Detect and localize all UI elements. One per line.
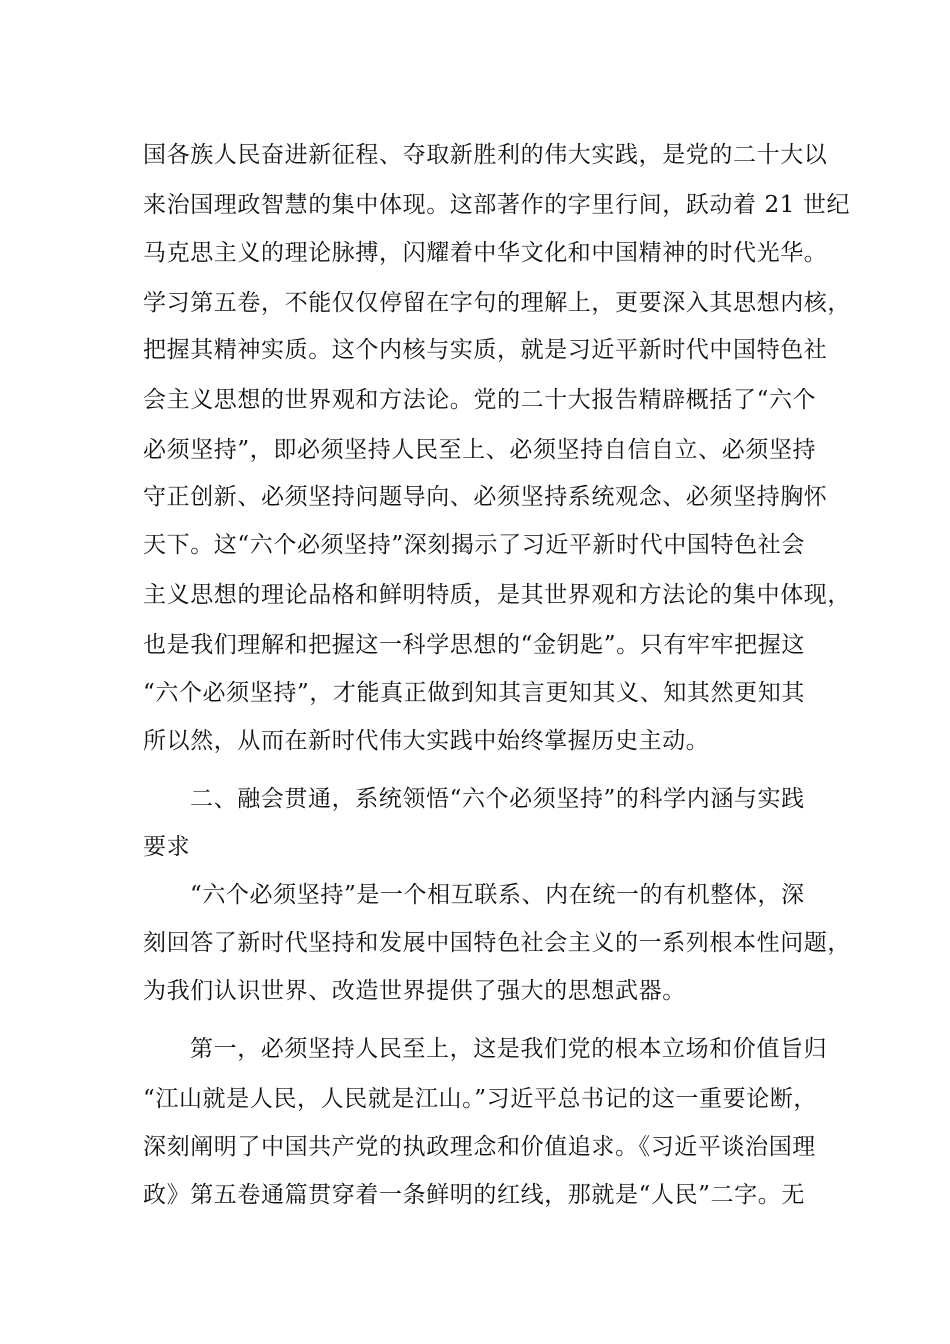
paragraph-line: 刻回答了新时代坚持和发展中国特色社会主义的一系列根本性问题， [143, 930, 851, 956]
paragraph-line: 把握其精神实质。这个内核与实质，就是习近平新时代中国特色社 [143, 337, 828, 363]
paragraph-line: 政》第五卷通篇贯穿着一条鲜明的红线，那就是“人民”二字。无 [143, 1182, 805, 1208]
paragraph-line: 守正创新、必须坚持问题导向、必须坚持系统观念、必须坚持胸怀 [143, 484, 828, 510]
paragraph-line: 为我们认识世界、改造世界提供了强大的思想武器。 [143, 978, 686, 1004]
section-heading: 二、融会贯通，系统领悟“六个必须坚持”的科学内涵与实践 [190, 786, 805, 812]
section-heading-cont: 要求 [143, 834, 191, 860]
paragraph-line: 所以然，从而在新时代伟大实践中始终掌握历史主动。 [143, 728, 710, 754]
paragraph-line: 深刻阐明了中国共产党的执政理念和价值追求。《习近平谈治国理 [143, 1134, 816, 1160]
paragraph-line: 来治国理政智慧的集中体现。这部著作的字里行间，跃动着 21 世纪 [143, 192, 851, 218]
paragraph-line: “六个必须坚持”是一个相互联系、内在统一的有机整体，深 [190, 882, 805, 908]
paragraph-line: 学习第五卷，不能仅仅停留在字句的理解上，更要深入其思想内核， [143, 290, 851, 316]
paragraph-line: 天下。这“六个必须坚持”深刻揭示了习近平新时代中国特色社会 [143, 532, 805, 558]
paragraph-line: 第一，必须坚持人民至上，这是我们党的根本立场和价值旨归 [190, 1036, 828, 1062]
paragraph-line: 必须坚持”，即必须坚持人民至上、必须坚持自信自立、必须坚持 [143, 437, 817, 463]
paragraph-line: “六个必须坚持”，才能真正做到知其言更知其义、知其然更知其 [143, 680, 805, 706]
paragraph-line: 会主义思想的世界观和方法论。党的二十大报告精辟概括了“六个 [143, 387, 817, 413]
paragraph-line: 也是我们理解和把握这一科学思想的“金钥匙”。只有牢牢把握这 [143, 632, 805, 658]
paragraph-line: 马克思主义的理论脉搏，闪耀着中华文化和中国精神的时代光华。 [143, 240, 828, 266]
paragraph-line: 国各族人民奋进新征程、夺取新胜利的伟大实践，是党的二十大以 [143, 142, 828, 168]
paragraph-line: 主义思想的理论品格和鲜明特质，是其世界观和方法论的集中体现， [143, 582, 851, 608]
paragraph-line: “江山就是人民，人民就是江山。”习近平总书记的这一重要论断， [143, 1086, 818, 1112]
